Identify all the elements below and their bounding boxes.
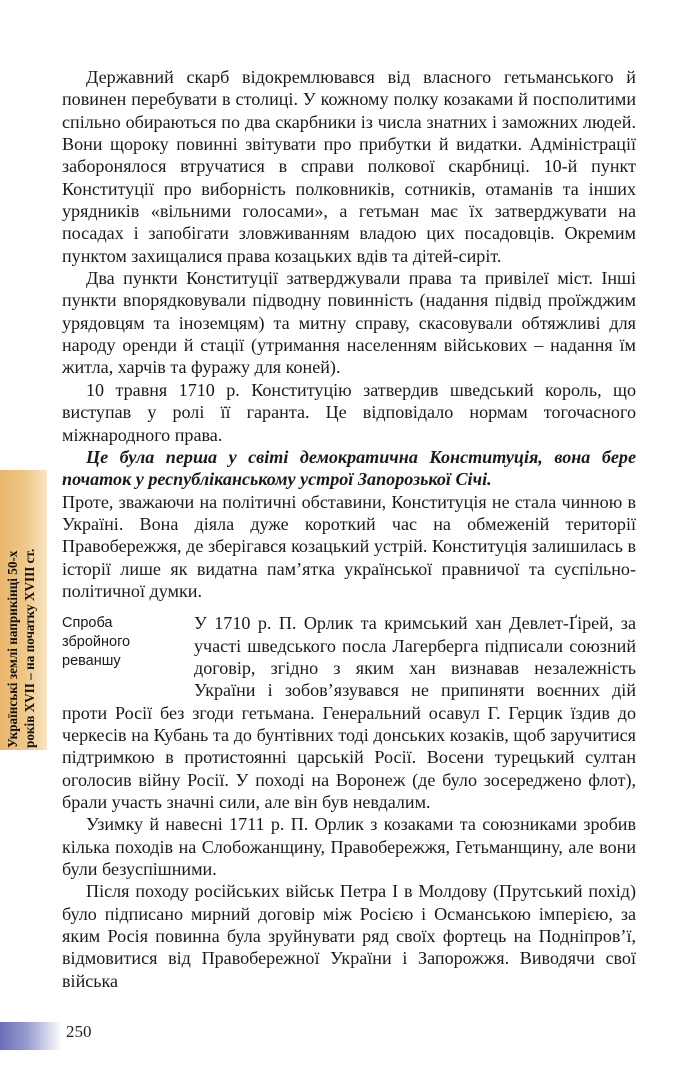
paragraph: Після походу російських військ Петра I в Молдову (Прутський похід) було підписано мирний договір між Росією і Османською імперією, за яким Росія повинна була зруйнувати ряд своїх фортець на Подніпров’ї, відмовитися від Правобережної України і Запорожжя. Виводячи свої війська: [62, 881, 636, 991]
page-body: [62, 66, 636, 992]
paragraph: Два пункти Конституції затверджували права та привілеї міст. Інші пункти впорядковували підводну повинність (надання підвід проїжджим урядовцям та іноземцям) та митну справу, скасовували обтяжливі для народу оренди й стації (утримання населенням військових – надання їм житла, харчів та фуражу для коней).: [62, 268, 636, 378]
paragraph: Проте, зважаючи на політичні обставини, Конституція не стала чинною в Україні. Вона діяла дуже короткий час на обмеженій території Правобережжя, де зберігався козацький устрій. Конституція залишилась в історії лише як видатна пам’ятка української правничої та суспільно-політичної думки.: [62, 491, 636, 601]
margin-heading-line: реваншу: [62, 653, 121, 670]
emphasis-paragraph: [62, 446, 636, 491]
chapter-side-tab-title: [4, 472, 38, 748]
page-number-bar: [0, 1022, 62, 1050]
margin-heading: [62, 614, 194, 680]
paragraph: Узимку й навесні 1711 р. П. Орлик з козаками та союзниками зробив кілька походів на Слобожанщину, Правобережжя, Гетьманщину, але вони були безуспішними.: [62, 814, 636, 880]
margin-heading-line: Спроба: [62, 615, 113, 632]
margin-heading-line: збройного: [62, 634, 131, 651]
chapter-title-line-1: Українські землі наприкінці 50-х: [5, 550, 20, 748]
section-armed-revenge: [62, 612, 636, 992]
paragraph: У 1710 р. П. Орлик та кримський хан Девлет-Ґірей, за участі шведського посла Лагерберга підписали союзний договір, згідно з яким хан визнавав незалежність України і зобов’язувався не припиняти воєнних дій проти Росії без згоди гетьмана. Генеральний осавул Г. Герцик їздив до черкесів на Кубань та до бунтівних тоді донських козаків, щоб заручитися підтримкою в протистоянні царській Росії. Восени турецький султан оголосив війну Росії. У поході на Воронеж (де було зосереджено флот), брали участь значні сили, але він був невдалим.: [62, 613, 636, 812]
page-number: 250: [66, 1022, 92, 1041]
bold-italic-statement: Це була перша у світі демократична Конституція, вона бере початок у республіканському устрої Запорозької Січі.: [62, 446, 636, 490]
chapter-title-line-2: років XVII – на початку XVIII ст.: [22, 548, 37, 748]
paragraph: Державний скарб відокремлювався від власного гетьманського й повинен перебувати в столиці. У кожному полку козаками й посполитими спільно обираються по два скарбники із числа знатних і заможних людей. Вони щороку повинні звітувати про прибутки й видатки. Адміністрації заборонялося втручатися в справи полкової скарбниці. 10-й пункт Конституції про виборність полковників, сотників, отаманів та інших урядників «вільними голосами», а гетьман має їх затверджувати на посадах і запобігати зловживанням владою цих посадовців. Окремим пунктом захищалися права козацьких вдів та дітей-сиріт.: [62, 67, 636, 266]
paragraph: 10 травня 1710 р. Конституцію затвердив шведський король, що виступав у ролі її гаранта. Це відповідало нормам тогочасного міжнародного права.: [62, 379, 636, 445]
